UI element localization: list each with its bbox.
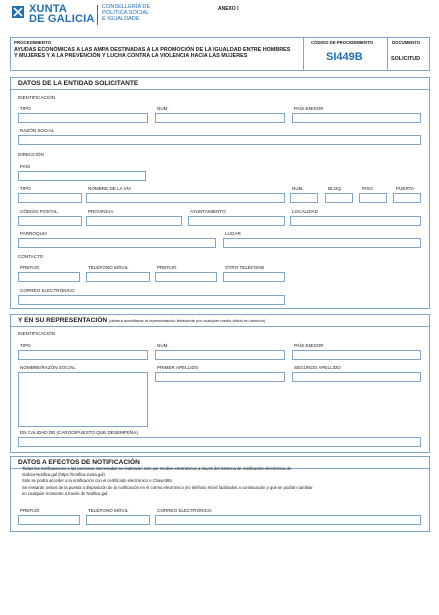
notification-line-2: Galicia-Notifica.gal (https://notifica.xunta.gal)	[22, 472, 105, 478]
prefijo-2-field[interactable]	[155, 272, 217, 282]
notification-line-4: Se enviarán avisos de la puesta a disposición de la notificación en el correo electrónico y/o teléfono móvil facilitados a continuación y que se podrán cambiar	[22, 484, 313, 490]
procedure-code: SI449B	[326, 51, 363, 63]
procedure-label: PROCEDIMIENTO	[14, 40, 51, 45]
procedure-divider-2	[387, 37, 388, 71]
rep-calidad-label: EN CALIDAD DE (CARGO/PUESTO QUE DESEMPEÑA)	[20, 430, 138, 435]
contacto-label: CONTACTO	[18, 254, 44, 259]
nombre-via-field[interactable]	[86, 193, 285, 203]
num-field[interactable]	[155, 113, 285, 123]
header-divider	[97, 5, 98, 25]
via-tipo-field[interactable]	[18, 193, 82, 203]
notification-line-1: Todas las notificaciones a las personas interesadas se realizarán solo por medios electrónicos a través del Sistema de notificación electrónica de	[22, 466, 292, 471]
telefono-movil-field[interactable]	[86, 272, 150, 282]
otro-telefono-field[interactable]	[223, 272, 285, 282]
otro-telefono-label: OTRO TELÉFONO	[225, 265, 265, 270]
rep-num-label: NÚM.	[157, 343, 169, 348]
brand-logo-text	[29, 4, 95, 24]
rep-num-field[interactable]	[155, 350, 285, 360]
notification-line-3: Solo se podrá acceder a la notificación con el certificado electrónico o Chave365.	[22, 478, 173, 484]
dept-line-2: POLÍTICA SOCIAL	[102, 10, 150, 17]
bloq-label: BLOQ.	[328, 186, 343, 191]
identification-label: IDENTIFICACIÓN	[18, 95, 56, 100]
brand-line-1: XUNTA	[29, 3, 68, 15]
piso-field[interactable]	[359, 193, 387, 203]
pais-label: PAÍS	[20, 164, 31, 169]
notification-line-5: en cualquier momento a través de Notifica.gal:	[22, 490, 109, 496]
rep-pais-emisor-label: PAÍS EMISOR	[294, 343, 324, 348]
procedure-text: AYUDAS ECONÓMICAS A LAS AMPA DESTINADAS A LA PROMOCIÓN DE LA IGUALDAD ENTRE HOMBRES Y MUJERES Y A LA PREVENCIÓN Y LUCHA CONTRA LA VIOLENCIA HACIA LAS MUJERES	[14, 47, 291, 60]
via-num-field[interactable]	[290, 193, 318, 203]
parroquia-label: PARROQUIA	[20, 231, 48, 236]
puerta-label: PUERTA	[396, 186, 415, 191]
representation-title-text: Y EN SU REPRESENTACIÓN	[18, 317, 108, 324]
rep-tipo-label: TIPO	[20, 343, 31, 348]
tipo-label: TIPO	[20, 106, 31, 111]
num-label: NÚM.	[157, 106, 169, 111]
piso-label: PISO	[362, 186, 373, 191]
brand-line-2: DE GALICIA	[29, 13, 95, 25]
ayuntamiento-label: AYUNTAMIENTO	[190, 209, 226, 214]
ayuntamiento-field[interactable]	[188, 216, 285, 226]
rep-pais-emisor-field[interactable]	[292, 350, 421, 360]
via-tipo-label: TIPO	[20, 186, 31, 191]
department-name	[102, 4, 150, 23]
pais-field[interactable]	[18, 171, 146, 181]
dept-line-1: CONSELLERÍA DE	[102, 4, 151, 10]
lugar-label: LUGAR	[225, 231, 241, 236]
lugar-field[interactable]	[223, 238, 421, 248]
prefijo-label: PREFIJO	[20, 265, 40, 270]
rep-primer-apellido-field[interactable]	[155, 372, 285, 382]
dept-line-3: E IGUALDADE	[102, 16, 140, 23]
prefijo-field[interactable]	[18, 272, 80, 282]
parroquia-field[interactable]	[18, 238, 216, 248]
notif-correo-label: CORREO ELECTRÓNICO	[157, 508, 212, 513]
puerta-field[interactable]	[393, 193, 421, 203]
provincia-label: PROVINCIA	[88, 209, 114, 214]
notif-correo-field[interactable]	[155, 515, 421, 525]
notif-prefijo-field[interactable]	[18, 515, 80, 525]
direccion-label: DIRECCIÓN	[18, 152, 44, 157]
localidad-label: LOCALIDAD	[292, 209, 319, 214]
rep-nombre-label: NOMBRE/RAZÓN SOCIAL	[20, 365, 76, 370]
notification-text	[22, 466, 426, 497]
razon-social-label: RAZÓN SOCIAL	[20, 128, 55, 133]
rep-nombre-field[interactable]	[18, 372, 148, 427]
rep-identification-label: IDENTIFICACIÓN	[18, 331, 56, 336]
prefijo-2-label: PREFIJO	[157, 265, 177, 270]
nombre-via-label: NOMBRE DE LA VÍA	[88, 186, 132, 191]
rep-tipo-field[interactable]	[18, 350, 148, 360]
telefono-movil-label: TELÉFONO MÓVIL	[88, 265, 129, 270]
document-label: DOCUMENTO	[392, 40, 421, 45]
razon-social-field[interactable]	[18, 135, 421, 145]
rep-segundo-apellido-label: SEGUNDO APELLIDO	[294, 365, 341, 370]
xunta-logo-icon	[12, 6, 24, 18]
pais-emisor-label: PAÍS EMISOR	[294, 106, 324, 111]
codigo-postal-field[interactable]	[18, 216, 82, 226]
procedure-divider-1	[303, 37, 304, 71]
annex-label: ANEXO I	[218, 6, 239, 12]
correo-field[interactable]	[18, 295, 285, 305]
rep-segundo-apellido-field[interactable]	[292, 372, 421, 382]
representation-note: (deberá acreditarse la representación fehaciente por cualquier medio válido en derecho)	[109, 318, 266, 323]
codigo-postal-label: CÓDIGO POSTAL	[20, 209, 58, 214]
notif-telefono-field[interactable]	[86, 515, 150, 525]
representation-section-title	[18, 317, 265, 324]
notif-prefijo-label: PREFIJO	[20, 508, 40, 513]
notif-telefono-label: TELÉFONO MÓVIL	[88, 508, 129, 513]
correo-label: CORREO ELECTRÓNICO	[20, 288, 75, 293]
procedure-code-label: CÓDIGO DE PROCEDIMIENTO	[311, 40, 373, 45]
pais-emisor-field[interactable]	[292, 113, 421, 123]
entity-section-title: DATOS DE LA ENTIDAD SOLICITANTE	[18, 80, 139, 87]
tipo-field[interactable]	[18, 113, 148, 123]
rep-primer-apellido-label: PRIMER APELLIDO	[157, 365, 199, 370]
provincia-field[interactable]	[86, 216, 182, 226]
via-num-label: NÚM.	[292, 186, 304, 191]
notification-section-title: DATOS A EFECTOS DE NOTIFICACIÓN	[18, 459, 140, 466]
document-value: SOLICITUD	[391, 56, 421, 62]
rep-calidad-field[interactable]	[18, 437, 421, 447]
bloq-field[interactable]	[325, 193, 353, 203]
localidad-field[interactable]	[290, 216, 421, 226]
